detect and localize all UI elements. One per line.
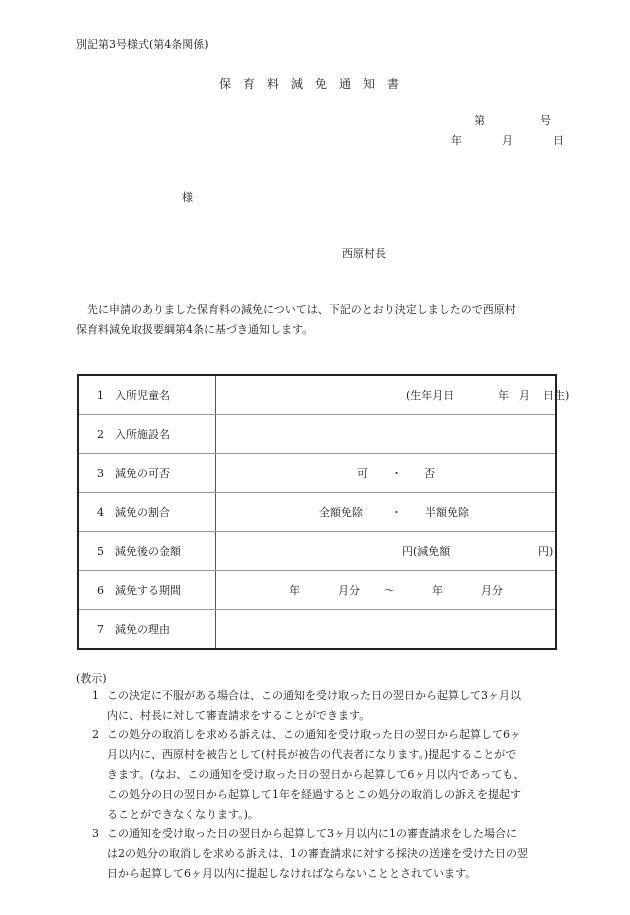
row-number: 2 [97,428,104,441]
row-label-text: 減免の可否 [115,467,170,480]
row-number: 3 [97,467,104,480]
document-title: 保育料減免通知書 [218,77,411,91]
table-row [78,532,556,571]
issue-date-line [451,132,564,148]
row-label-text: 減免する期間 [115,584,181,597]
table-row [78,454,556,493]
row-label-text: 減免の割合 [115,506,170,519]
period-tilde: ～ [384,584,395,597]
reduction-details-table [77,374,570,650]
date-day: 日 [553,134,564,147]
reason-value [216,610,557,650]
row-label [78,532,216,571]
note-line: この処分の取消しを求める訴えは、この通知を受け取った日の翌日から起算して6ヶ [107,728,521,741]
table-row [78,493,556,532]
row-number: 5 [97,545,104,558]
row-number: 1 [97,389,104,402]
note-line: 日から起算して6ヶ月以内に提起しなければならないこととされています。 [107,867,477,880]
row-label [78,454,216,493]
row-label-text: 減免の理由 [115,623,170,636]
intro-paragraph [76,300,562,340]
intro-line-1: 先に申請のありました保育料の減免については、下記のとおり決定しましたので西原村 [87,303,516,316]
table-row [78,415,556,454]
date-year: 年 [451,134,462,147]
table-row [78,375,556,415]
note-line: ることができなくなります。)。 [107,808,259,821]
birth-month: 月 [519,389,530,402]
period-year-1: 年 [289,584,300,597]
ratio-half: 半額免除 [425,506,469,519]
note-number: 2 [92,728,99,741]
note-line: 月以内に、西原村を被告として(村長が被告の代表者になります。)提起することがで [107,748,517,761]
recipient-line: 様 [182,191,193,204]
row-label-text: 減免後の金額 [115,545,181,558]
birth-day-close: 日生) [543,389,570,402]
row-label [78,571,216,610]
approve-ok: 可 [357,467,368,480]
approve-separator: ・ [391,467,402,480]
birth-open: (生年月日 [406,389,455,402]
table-row [78,571,556,610]
note-line: きます。(なお、この通知を受け取った日の翌日から起算して6ヶ月以内であっても、 [107,768,525,781]
row-number: 4 [97,506,104,519]
number-prefix: 第 [474,114,485,127]
date-month: 月 [502,134,513,147]
note-line: この決定に不服がある場合は、この通知を受け取った日の翌日から起算して3ヶ月以 [107,689,521,702]
birth-year: 年 [498,389,509,402]
period-month-1: 月分 [338,584,360,597]
amount-reduction-open: (減免額 [413,545,451,558]
note-line: 内に、村長に対して審査請求をすることができます。 [107,709,371,722]
note-line: は2の処分の取消しを求める訴えは、1の審査請求に対する採決の送達を受けた日の翌 [107,847,528,860]
amount-value [216,532,557,571]
amount-yen: 円 [402,545,413,558]
note-item [92,824,564,884]
amount-reduction-close: 円) [538,545,554,558]
intro-line-2: 保育料減免取扱要綱第4条に基づき通知します。 [76,323,314,336]
period-value [216,571,557,610]
note-number: 1 [92,689,99,702]
note-number: 3 [92,827,99,840]
form-id-label: 別記第3号様式(第4条関係) [76,38,209,51]
note-item [92,686,564,726]
row-label [78,375,216,415]
number-suffix: 号 [540,114,551,127]
note-line: この処分の日の翌日から起算して1年を経過するとこの処分の取消しの訴えを提起す [107,788,521,801]
child-name-value [216,375,570,415]
period-year-2: 年 [432,584,443,597]
row-label-text: 入所施設名 [115,428,170,441]
period-month-2: 月分 [481,584,503,597]
approval-value [216,454,557,493]
note-item [92,725,564,825]
note-line: この通知を受け取った日の翌日から起算して3ヶ月以内に1の審査請求をした場合に [107,827,517,840]
ratio-separator: ・ [391,506,402,519]
facility-name-value [216,415,557,454]
ratio-full: 全額免除 [319,506,363,519]
row-label-text: 入所児童名 [115,389,170,402]
row-label [78,415,216,454]
approve-no: 否 [424,467,435,480]
row-number: 6 [97,584,104,597]
document-number-line [474,112,551,128]
table-row [78,610,556,650]
notes-heading: (教示) [76,672,107,685]
row-number: 7 [97,623,104,636]
sender-name: 西原村長 [342,247,386,260]
row-label [78,493,216,532]
ratio-value [216,493,557,532]
row-label [78,610,216,650]
